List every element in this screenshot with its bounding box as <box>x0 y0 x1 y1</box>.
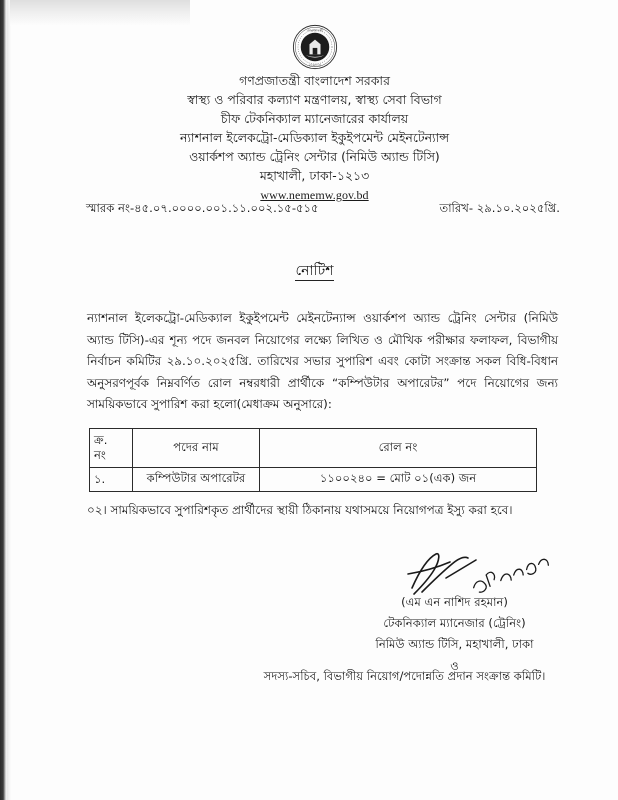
header-text: চীফ টেকনিক্যাল ম্যানেজারের কার্যালয় <box>220 112 409 126</box>
table-header-sl-line1: ক্র. <box>94 433 108 447</box>
table-cell-roll: ১১০০২৪০ = মোট ০১(এক) জন <box>260 468 537 492</box>
signatory-office: নিমিউ অ্যান্ড টিসি, মহাখালী, ঢাকা <box>375 637 534 651</box>
signatory-name: (এম এন নাশিদ রহমান) <box>401 595 508 609</box>
header-line-institute-1 <box>11 129 618 148</box>
header-text: স্বাস্থ্য ও পরিবার কল্যাণ মন্ত্রণালয়, স্বাস্থ্য সেবা বিভাগ <box>187 93 442 107</box>
table-cell-post: কম্পিউটার অপারেটর <box>133 468 260 492</box>
recommendation-table <box>89 428 537 492</box>
header-text: ন্যাশনাল ইলেকট্রো-মেডিক্যাল ইকুইপমেন্ট মেইনটেন্যান্স <box>180 131 449 145</box>
page-title-text: নোটিশ <box>295 263 334 279</box>
memo-row <box>86 200 560 219</box>
header-text: ওয়ার্কশপ অ্যান্ড ট্রেনিং সেন্টার (নিমিউ অ্যান্ড টিসি) <box>189 150 440 164</box>
table-header-sl-line2: নং <box>94 448 106 462</box>
table-header-post: পদের নাম <box>133 429 260 468</box>
government-emblem-icon <box>292 24 338 70</box>
header-line-government <box>11 72 618 91</box>
body-paragraph: ন্যাশনাল ইলেকট্রো-মেডিক্যাল ইকুইপমেন্ট মেইনটেন্যান্স ওয়ার্কশপ অ্যান্ড ট্রেনিং সেন্টার (নিমিউ অ্যান্ড টিসি)-এর শূন্য পদে জনবল নিয়োগের লক্ষ্যে লিখিত ও মৌখিক পরীক্ষার ফলাফল, বিভাগীয় নির্বাচন কমিটির ২৯.১০.২০২৫খ্রি. তারিখের সভার সুপারিশ এবং কোটা সংক্রান্ত সকল বিধি-বিধান অনুসরণপূর্বক নিম্নবর্ণিত রোল নম্বরধারী প্রার্থীকে “কম্পিউটার অপারেটর” পদে নিয়োগের জন্য সাময়িকভাবে সুপারিশ করা হলো(মেধাক্রম অনুসারে): <box>87 311 558 411</box>
scan-edge-shadow <box>0 0 7 800</box>
conjunction-text: ও <box>450 659 459 673</box>
header-line-office <box>11 110 618 129</box>
header-text: গণপ্রজাতন্ত্রী বাংলাদেশ সরকার <box>239 74 390 88</box>
website-link[interactable]: www.nememw.gov.bd <box>260 188 369 202</box>
svg-text:গণপ্রজাতন্ত্রী: গণপ্রজাতন্ত্রী <box>306 28 323 33</box>
page-title <box>11 259 618 283</box>
header-line-address <box>11 167 618 186</box>
table-header-roll: রোল নং <box>260 429 537 468</box>
table-row <box>90 468 537 492</box>
signatory-role: সদস্য-সচিব, বিভাগীয় নিয়োগ/পদোন্নতি প্রদান সংক্রান্ত কমিটি। <box>263 669 546 683</box>
header-line-institute-2 <box>11 148 618 167</box>
signature-block <box>311 592 598 677</box>
paragraph-two: ০২। সাময়িকভাবে সুপারিশকৃত প্রার্থীদের স্থায়ী ঠিকানায় যথাসময়ে নিয়োগপত্র ইস্যু করা হবে। <box>87 503 513 517</box>
header-line-ministry <box>11 91 618 110</box>
table-cell-sl: ১. <box>90 468 133 492</box>
table-header-sl <box>90 429 133 468</box>
memo-number: স্মারক নং-৪৫.০৭.০০০০.০০১.১১.০০২.১৫-৫১৫ <box>86 201 319 215</box>
signatory-designation: টেকনিক্যাল ম্যানেজার (ট্রেনিং) <box>383 616 526 630</box>
table-header-row <box>90 429 537 468</box>
emblem-container <box>11 24 618 70</box>
header-text: মহাখালী, ঢাকা-১২১৩ <box>259 169 370 183</box>
memo-date: তারিখ- ২৯.১০.২০২৫খ্রি. <box>439 201 560 215</box>
svg-text:বাংলাদেশ: বাংলাদেশ <box>308 63 321 68</box>
document-sheet <box>11 0 618 800</box>
